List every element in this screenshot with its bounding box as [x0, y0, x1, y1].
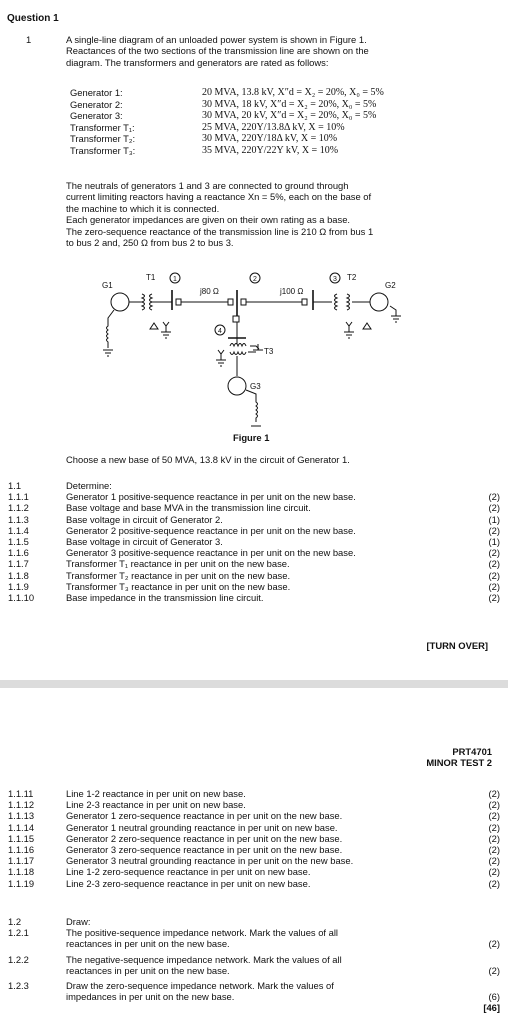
neutrals-line: Each generator impedances are given on their own rating as a base. — [66, 214, 351, 226]
draw-item — [8, 954, 500, 976]
test-name: MINOR TEST 2 — [426, 757, 492, 769]
question-text: Transformer T₂ reactance in per unit on the new base. — [66, 569, 291, 581]
rating-row — [70, 145, 470, 157]
question-row — [8, 855, 500, 866]
question-num: 1.1.7 — [8, 558, 29, 570]
draw-line: The negative-sequence impedance network. Mark the values of all — [66, 953, 342, 965]
question-mark — [470, 480, 500, 491]
rating-value: 35 MVA, 220Y/22Y kV, X = 10% — [202, 144, 339, 156]
question-text: Generator 3 zero-sequence reactance in per unit on the new base. — [66, 844, 343, 856]
question-row — [8, 581, 500, 592]
draw-item-text — [66, 954, 470, 976]
question-row — [8, 833, 500, 844]
ratings-table — [70, 87, 470, 156]
question-num: 1.1.17 — [8, 855, 35, 867]
t3-winding-bottom — [230, 352, 246, 355]
delta-symbol — [150, 323, 158, 329]
generator-g1-symbol — [111, 293, 129, 311]
line-1-2-label: j80 Ω — [200, 287, 219, 296]
question-row — [8, 491, 500, 502]
neutrals-line: The neutrals of generators 1 and 3 are connected to ground through — [66, 180, 349, 191]
generator-g3-symbol — [228, 377, 246, 395]
question-text: Generator 1 positive-sequence reactance in per unit on the new base. — [66, 491, 356, 503]
t3-winding-top — [230, 344, 246, 347]
g2-label: G2 — [385, 281, 396, 290]
question-mark: (2) — [488, 502, 500, 514]
question-num: 1.1.5 — [8, 536, 29, 548]
intro-line: Reactances of the two sections of the transmission line are shown on the — [66, 45, 369, 57]
draw-line: impedances in per unit on the new base. — [66, 991, 235, 1003]
question-mark: (2) — [488, 558, 500, 570]
question-mark: (2) — [488, 832, 500, 844]
question-row — [8, 844, 500, 855]
choose-base-text: Choose a new base of 50 MVA, 13.8 kV in the circuit of Generator 1. — [66, 454, 350, 465]
rating-name: Generator 2: — [70, 98, 123, 110]
question-text: Base voltage and base MVA in the transmission line circuit. — [66, 502, 311, 514]
question-row — [8, 558, 500, 569]
rating-name: Transformer T₁: — [70, 121, 135, 133]
question-num: 1.1.9 — [8, 580, 29, 592]
draw-heading-row — [8, 916, 500, 927]
question-row — [8, 525, 500, 536]
draw-section — [8, 916, 500, 1014]
question-mark: (2) — [488, 877, 500, 889]
question-mark: (2) — [488, 866, 500, 878]
question-mark: (2) — [488, 524, 500, 536]
question-mark: (2) — [488, 569, 500, 581]
question-num: 1.1.18 — [8, 866, 35, 878]
question-num: 1.1.11 — [8, 788, 34, 799]
figure-caption: Figure 1 — [233, 432, 270, 443]
breaker — [228, 299, 233, 305]
draw-line: reactances in per unit on the new base. — [66, 964, 230, 976]
question-num: 1.1.10 — [8, 592, 35, 604]
question-num: 1.1.14 — [8, 821, 35, 833]
g3-label: G3 — [250, 382, 261, 391]
wye-ground-symbol — [253, 344, 263, 350]
question-num: 1.1.13 — [8, 810, 35, 822]
question-row — [8, 866, 500, 877]
draw-label: Draw: — [66, 916, 91, 927]
question-num: 1.1.3 — [8, 513, 29, 525]
bus-1-label: 1 — [173, 276, 177, 283]
intro-line: A single-line diagram of an unloaded power system is shown in Figure 1. — [66, 34, 367, 45]
question-row — [8, 570, 500, 581]
rating-name: Transformer T₃: — [70, 144, 136, 156]
question-row — [8, 788, 500, 799]
question-mark: (1) — [488, 513, 500, 525]
question-text: Generator 3 neutral grounding reactance in per unit on the new base. — [66, 855, 354, 867]
rating-value: 30 MVA, 20 kV, X″d = X₂ = 20%, X₀ = 5% — [202, 110, 377, 122]
question-text: Generator 3 positive-sequence reactance in per unit on the new base. — [66, 547, 356, 559]
question-text: Transformer T₃ reactance in per unit on the new base. — [66, 580, 291, 592]
question-mark: (1) — [488, 536, 500, 548]
question-num: 1.1.1 — [8, 491, 29, 503]
bus-3-label: 3 — [333, 276, 337, 283]
question-mark: (2) — [488, 580, 500, 592]
rating-row — [70, 133, 470, 145]
breaker — [241, 299, 246, 305]
question-num: 1.1.15 — [8, 832, 35, 844]
turn-over-label: [TURN OVER] — [426, 640, 488, 651]
question-num: 1.1.16 — [8, 844, 35, 856]
question-text: Base voltage in circuit of Generator 2. — [66, 513, 223, 525]
rating-name: Generator 3: — [70, 110, 123, 122]
t2-label: T2 — [347, 273, 357, 282]
question-text: Transformer T₁ reactance in per unit on the new base. — [66, 558, 290, 570]
breaker — [176, 299, 181, 305]
draw-item-text — [66, 927, 470, 949]
g1-grounding-reactor — [103, 310, 114, 356]
question-text: Line 2-3 reactance in per unit on new base. — [66, 799, 246, 811]
question-list-page1 — [8, 480, 500, 603]
page-2 — [0, 688, 508, 1024]
generator-g2-symbol — [370, 293, 388, 311]
rating-value: 20 MVA, 13.8 kV, X″d = X₂ = 20%, X₀ = 5% — [202, 87, 384, 99]
question-mark: (2) — [488, 844, 500, 856]
question-mark: (2) — [488, 855, 500, 867]
rating-row — [70, 110, 470, 122]
t1-winding-left — [142, 294, 145, 310]
question-row — [8, 536, 500, 547]
question-text: Determine: — [66, 480, 112, 491]
draw-item-num: 1.2.2 — [8, 953, 29, 965]
draw-item-mark: (6) — [488, 991, 500, 1003]
question-num: 1.1.4 — [8, 524, 29, 536]
question-text: Line 1-2 reactance in per unit on new base. — [66, 788, 246, 799]
draw-item-num: 1.2.3 — [8, 980, 29, 992]
delta-symbol — [363, 323, 371, 329]
question-mark: (2) — [488, 491, 500, 503]
intro-paragraph — [66, 34, 486, 68]
t2-winding-right — [347, 294, 350, 310]
rating-row — [70, 99, 470, 111]
question-num: 1.1 — [8, 480, 22, 491]
intro-line: diagram. The transformers and generators are rated as follows: — [66, 56, 329, 68]
line-2-3-label: j100 Ω — [280, 287, 304, 296]
question-mark: (2) — [488, 810, 500, 822]
bus-4-label: 4 — [218, 328, 222, 335]
question-num: 1.1.12 — [8, 799, 35, 811]
question-text: Generator 1 neutral grounding reactance in per unit on new base. — [66, 821, 338, 833]
bus-2-label: 2 — [253, 276, 257, 283]
question-row — [8, 878, 500, 889]
question-text: Line 1-2 zero-sequence reactance in per unit on new base. — [66, 866, 311, 878]
neutrals-line: the machine to which it is connected. — [66, 202, 220, 214]
question-text: Generator 2 zero-sequence reactance in per unit on the new base. — [66, 832, 343, 844]
question-mark: (2) — [488, 592, 500, 604]
course-code: PRT4701 — [452, 746, 492, 757]
question-mark: (2) — [488, 547, 500, 559]
neutrals-line: to bus 2 and, 250 Ω from bus 2 to bus 3. — [66, 237, 234, 249]
question-row — [8, 592, 500, 603]
draw-line: The positive-sequence impedance network. Mark the values of all — [66, 927, 339, 939]
question-text: Base impedance in the transmission line circuit. — [66, 592, 264, 604]
draw-item-text — [66, 980, 470, 1002]
g2-ground-symbol — [390, 306, 401, 322]
draw-num: 1.2 — [8, 916, 22, 927]
question-num: 1.1.19 — [8, 877, 35, 889]
question-mark: (2) — [488, 821, 500, 833]
single-line-diagram — [80, 266, 430, 432]
rating-row — [70, 87, 470, 99]
wye-ground-symbol — [161, 322, 171, 338]
wye-ground-symbol — [344, 322, 354, 338]
draw-item-mark: (2) — [488, 938, 500, 950]
draw-line: reactances in per unit on the new base. — [66, 938, 230, 950]
t1-label: T1 — [146, 273, 156, 282]
breaker — [233, 316, 239, 322]
rating-name: Generator 1: — [70, 87, 123, 99]
rating-value: 30 MVA, 220Y/18Δ kV, X = 10% — [202, 133, 338, 145]
question-row — [8, 799, 500, 810]
rating-name: Transformer T₂: — [70, 133, 136, 145]
question-row — [8, 822, 500, 833]
neutrals-line: current limiting reactors having a reactance Xn = 5%, each on the base of — [66, 191, 372, 203]
question-row — [8, 502, 500, 513]
question-number: 1 — [26, 34, 32, 45]
rating-row — [70, 122, 470, 134]
question-text: Line 2-3 zero-sequence reactance in per unit on new base. — [66, 877, 311, 889]
course-header — [426, 746, 492, 769]
question-text: Generator 1 zero-sequence reactance in per unit on the new base. — [66, 810, 343, 822]
g3-grounding-reactor — [246, 390, 261, 426]
draw-item-mark: (2) — [488, 964, 500, 976]
question-row — [8, 810, 500, 821]
draw-item-num: 1.2.1 — [8, 927, 29, 939]
t2-winding-left — [335, 294, 338, 310]
rating-value: 30 MVA, 18 kV, X″d = X₂ = 20%, X₀ = 5% — [202, 98, 377, 110]
draw-item — [8, 927, 500, 949]
question-num: 1.1.8 — [8, 569, 29, 581]
t3-label: T3 — [264, 347, 274, 356]
total-row — [8, 1002, 500, 1013]
total-marks: [46] — [483, 1002, 500, 1014]
question-mark: (2) — [488, 788, 500, 799]
question-list-page2 — [8, 788, 500, 889]
question-text: Generator 2 positive-sequence reactance in per unit on the new base. — [66, 524, 356, 536]
draw-item — [8, 980, 500, 1002]
question-row — [8, 514, 500, 525]
wye-ground-symbol — [216, 350, 226, 366]
question-num: 1.1.6 — [8, 547, 29, 559]
question-text: Base voltage in circuit of Generator 3. — [66, 536, 223, 548]
question-row — [8, 480, 500, 491]
question-row — [8, 547, 500, 558]
breaker — [302, 299, 307, 305]
g1-label: G1 — [102, 281, 113, 290]
draw-line: Draw the zero-sequence impedance network. Mark the values of — [66, 980, 334, 992]
rating-value: 25 MVA, 220Y/13.8Δ kV, X = 10% — [202, 121, 345, 133]
question-mark: (2) — [488, 799, 500, 811]
neutrals-line: The zero-sequence reactance of the transmission line is 210 Ω from bus 1 — [66, 225, 374, 237]
t1-winding-right — [150, 294, 153, 310]
neutrals-paragraph — [66, 180, 486, 248]
question-num: 1.1.2 — [8, 502, 29, 514]
question-heading: Question 1 — [7, 13, 59, 24]
